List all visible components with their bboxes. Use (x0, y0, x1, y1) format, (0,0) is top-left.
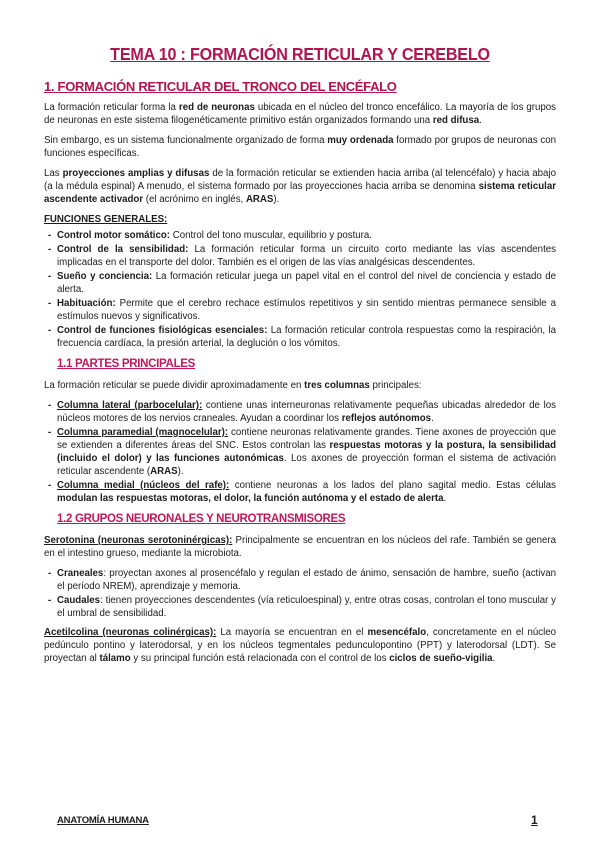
list-item: - Columna medial (núcleos del rafe): contiene neuronas a los lados del plano sagital medio. Estas células modulan las respuestas motoras, el dolor, la función autónoma y el estado de alerta. (44, 479, 556, 505)
paragraph-columns-intro: La formación reticular se puede dividir aproximadamente en tres columnas principales: (44, 380, 422, 391)
list-item: - Control motor somático: Control del tono muscular, equilibrio y postura. (44, 229, 556, 242)
paragraph-projections: Las proyecciones amplias y difusas de la formación reticular se extienden hacia arriba (al telencéfalo) y hacia abajo (a la médula espinal) A menudo, el sistema formado por las proyecciones hacia arriba se denomina sistema reticular ascendente activador (el acrónimo en inglés, ARAS). (44, 168, 556, 205)
serotonin-list (44, 567, 556, 620)
list-item: - Craneales: proyectan axones al prosencéfalo y regulan el estado de ánimo, sensación de hambre, sueño (activan el período NREM), aprendizaje y memoria. (44, 567, 556, 593)
page-number: 1 (531, 813, 538, 827)
page-title: TEMA 10 : FORMACIÓN RETICULAR Y CEREBELO (110, 44, 490, 64)
page-content (44, 80, 556, 672)
paragraph-intro: La formación reticular forma la red de neuronas ubicada en el núcleo del tronco encefálico. La mayoría de los grupos de neuronas en este sistema filogenéticamente primitivo están organizados formando una red difusa. (44, 102, 557, 126)
paragraph-organization: Sin embargo, es un sistema funcionalmente organizado de forma muy ordenada formado por grupos de neuronas con funciones específicas. (44, 135, 556, 159)
paragraph-serotonin: Serotonina (neuronas serotoninérgicas): Principalmente se encuentran en los núcleos del rafe. También se genera en el intestino grueso, mediante la microbiota. (44, 535, 556, 559)
list-item: - Habituación: Permite que el cerebro rechace estímulos repetitivos y sin sentido mientras permanece sensible a estímulos nuevos y significativos. (44, 297, 556, 323)
list-item: - Caudales: tienen proyecciones descendentes (vía reticuloespinal) y, entre otras cosas, controlan el tono muscular y el umbral de sensibilidad. (44, 594, 556, 620)
section-1-heading: 1. FORMACIÓN RETICULAR DEL TRONCO DEL ENCÉFALO (44, 79, 397, 94)
list-item: - Columna lateral (parbocelular): contiene unas interneuronas relativamente pequeñas ubicadas alrededor de los núcleos motores de los nervios craneales. Ayudan a coordinar los reflejos autónomos. (44, 399, 556, 425)
funciones-list (44, 229, 556, 350)
list-item: - Sueño y conciencia: La formación reticular juega un papel vital en el control del nivel de conciencia y estado de alerta. (44, 270, 556, 296)
paragraph-acetylcholine: Acetilcolina (neuronas colinérgicas): La mayoría se encuentran en el mesencéfalo, concretamente en el núcleo pedúnculo pontino y laterodorsal, y en los núcleos tegmentales pedunculopontino (PPT) y laterodorsal (LDT). Se proyectan al tálamo y su principal función está relacionada con el control de los ciclos de sueño-vigilia. (44, 627, 556, 664)
list-item: - Control de funciones fisiológicas esenciales: La formación reticular controla respuestas como la respiración, la frecuencia cardíaca, la presión arterial, la deglución o los vómitos. (44, 324, 556, 350)
list-item: - Columna paramedial (magnocelular): contiene neuronas relativamente grandes. Tiene axones de proyección que se extienden a diferentes áreas del SNC. Estos controlan las respuestas motoras y la postura, la sensibilidad (incluido el dolor) y las funciones autonómicas. Los axones de proyección forman el sistema de activación reticular ascendente (ARAS). (44, 426, 556, 478)
footer-subject-label: ANATOMÍA HUMANA (57, 815, 149, 826)
columns-list (44, 399, 556, 505)
section-1-1-heading: 1.1 PARTES PRINCIPALES (57, 358, 196, 370)
list-item: - Control de la sensibilidad: La formación reticular forma un circuito corto mediante las vías ascendentes implicadas en el transporte del dolor. También es el origen de las vías analgésicas descendentes. (44, 243, 556, 269)
section-1-2-heading: 1.2 GRUPOS NEURONALES Y NEUROTRANSMISORES (57, 513, 346, 525)
funciones-heading: FUNCIONES GENERALES: (44, 214, 168, 225)
